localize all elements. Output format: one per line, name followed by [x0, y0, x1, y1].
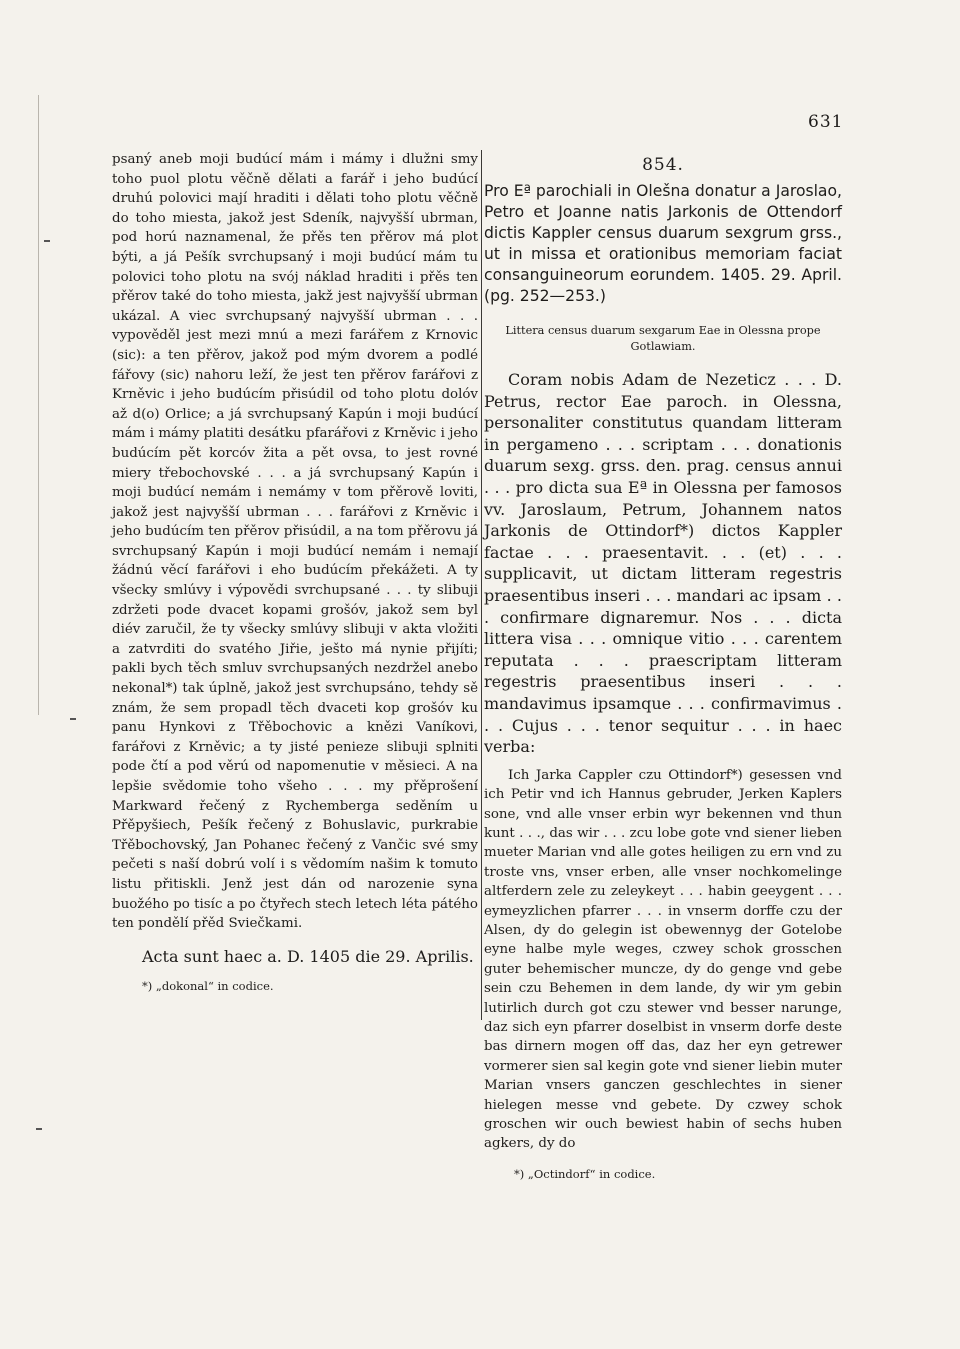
scan-mark: [44, 240, 50, 242]
right-footnote: *) „Octindorf“ in codice.: [514, 1166, 656, 1181]
acta-date-line: Acta sunt haec a. D. 1405 die 29. Aprilis.: [142, 946, 474, 966]
document-summary: Littera census duarum sexgarum Eae in Olessna prope Gotlawiam.: [505, 324, 821, 353]
scan-mark: [36, 1128, 42, 1130]
left-column: [112, 150, 478, 994]
czech-charter-text: psaný aneb moji budúcí mám i mámy i dlužni smy toho puol plotu věčně dělati a farář i jeho budúcí druhú polovici mají hraditi i dělati toho plotu věčně do toho miesta, jakož jest Sdeník, najvyšší ubrman, pod horú naznamenal, že přěs ten přěrov má plot býti, a já Pešík svrchupsaný i moji budúcí mám tu polovici toho plotu na svój náklad hraditi i přěs ten přěrov také do toho miesta, jakž jest najvyšší ubrman ukázal. A viec svrchupsaný najvyšší ubrman . . . vypověděl jest mezi mnú a mezi farářem z Krnovic (sic): a ten přěrov, jakož pod mým dvorem a podlé fářovy (sic) nahoru leží, že jest ten přěrov farářovi z Krněvic i jeho budúcím přisúdil od toho plotu dolóv až d(o) Orlice; a já svrchupsaný Kapún i moji budúcí mám i mámy platiti desátku pfarářovi z Krněvic i jeho budúcím pět korcóv žita a pět ovsa, to jest rovné miery třebochovské . . . a já svrchupsaný Kapún i moji budúcí nemám i nemámy v tom přěrově loviti, jakož jest najvyšší ubrman . . . farářovi z Krněvic i jeho budúcím ten přěrov přisúdil, a na tom přěrovu já svrchupsaný Kapún i moji budúcí nemám i nemají žádnú věcí farářovi i eho budúcím překážeti. A ty všecky smlúvy i výpovědi svrchupsané . . . ty slibuji zdržeti pode dvacet kopami grošóv, jakož sem byl diév zaručil, že ty všecky smlúvy slibuji v akta vložiti a zatvrditi do svatého Jiřie, ješto má nynie přijíti; pakli bych těch smluv svrchupsaných nezdržel anebo nekonal*) tak úplně, jakož jest svrchupsáno, tehdy sě znám, že sem propadl těch dvaceti kop grošóv ku panu Hynkovi z Třěbochovic a knězi Vaníkovi, farářovi z Krněvic; a ty jisté penieze slibuji splniti pode čtí a pod věrú od napomenutie v měsieci. A na lepšie svědomie toho všeho . . . my přěprošení Markward řečený z Rychemberga seděním u Přěpyšiech, Pešík řečený z Bohuslavic, purkrabie Třěbochovský, Jan Pohanec řečený z Vančic své smy pečeti s naší dobrú volí i s vědomím našim k tomuto listu přitiskli. Jenž jest dán od narozenie syna buožého po tisíc a po čtyřech stech letech léta pátého ten pondělí přěd Sviečkami.: [112, 152, 478, 932]
left-footnote: *) „dokonal“ in codice.: [142, 978, 274, 993]
scan-mark: [70, 718, 76, 720]
german-text: Ich Jarka Cappler czu Ottindorf*) gesessen vnd ich Petir vnd ich Hannus gebruder, Jerken Kaplers sone, vnd alle vnser erbin wyr bekennen vnd thun kunt . . ., das wir . . . zcu lobe gote vnd siener lieben mueter Marian vnd alle gotes heiligen zu ern vnd zu troste vns, vnser erben, alle vnser nochkomelinge altferdern zele zu zeleykeyt . . . habin geeygent . . . eymeyzlichen pfarrer . . . in vnserm dorffe czu der Alsen, dy do gelegin ist obewennyg der Gotelobe eyne halbe myle weges, czwey schok grosschen guter behemischer muncze, dy do genge vnd gebe sein czu Behemen in dem lande, dy wir ym gebin lutirlich durch got czu stewer vnd besser narunge, daz sich eyn pfarrer doselbist in vnserm dorfe deste bas dirnern mogen off das, daz her eyn getrewer vormerer sien sal kegin gote vnd siener liebin muter Marian vnsers ganczen geschlechtes in siener hielegen messe vnd gebete. Dy czwey schok groschen wir ouch bewiest habin of sechs huben agkers, dy do: [484, 767, 842, 1152]
latin-text: Coram nobis Adam de Nezeticz . . . D. Petrus, rector Eae paroch. in Olessna, personaliter constitutus quandam litteram in pergameno . . . scriptam . . . donationis duarum sexg. grss. den. prag. census annui . . . pro dicta sua Eª in Olessna per famosos vv. Jaroslaum, Petrum, Johannem natos Jarkonis de Ottindorf*) dictos Kappler factae . . . praesentavit. . . (et) . . . supplicavit, ut dictam litteram regestris praesentibus inseri . . . mandari ac ipsam . . . confirmare dignaremur. Nos . . . dicta littera visa . . . omnique vitio . . . carentem reputata . . . praescriptam litteram regestris praesentibus inseri . . . mandavimus ipsamque . . . confirmavimus . . . Cujus . . . tenor sequitur . . . in haec verba:: [484, 370, 842, 757]
right-column: [484, 155, 842, 1182]
document-number: 854.: [642, 155, 684, 175]
document-heading: Pro Eª parochiali in Olešna donatur a Jaroslao, Petro et Joanne natis Jarkonis de Ottendorf dictis Kappler census duarum sexgrum grss., ut in missa et orationibus memoriam faciat consanguineorum eorundem. 1405. 29. April. (pg. 252—253.): [484, 182, 842, 305]
page-number: 631: [808, 112, 844, 132]
column-divider: [481, 150, 482, 1020]
scan-edge-line: [38, 95, 39, 715]
